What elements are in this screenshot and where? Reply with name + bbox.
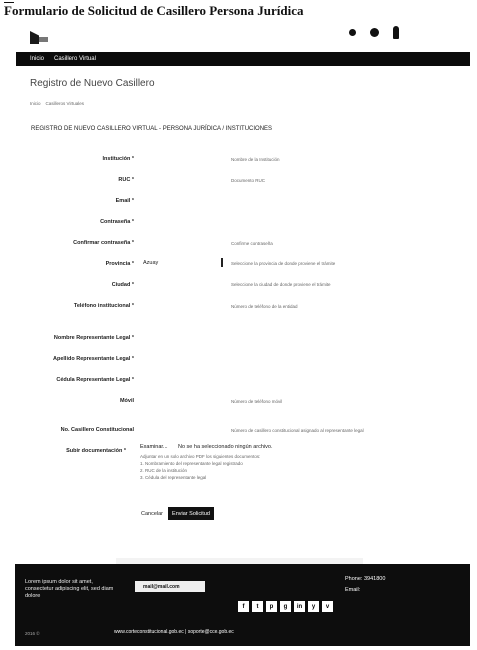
social-links <box>238 601 333 612</box>
casillero-label: No. Casillero Constitucional <box>60 427 134 433</box>
confirmar-input[interactable] <box>140 238 212 247</box>
info-icon[interactable] <box>349 29 356 36</box>
institucion-help: Nombre de la Institución <box>231 157 280 162</box>
confirmar-help: Confirme contraseña <box>231 241 273 246</box>
youtube-icon[interactable]: y <box>308 601 319 612</box>
ciudad-help: Seleccione la ciudad de donde proviene el trámite <box>231 282 331 287</box>
file-note: 2. RUC de la institución <box>140 468 188 473</box>
email-label: Email * <box>115 198 134 204</box>
casillero-help: Número de casillero constitucional asignado al representante legal <box>231 428 364 433</box>
browse-button[interactable]: Examinar... <box>140 444 168 450</box>
confirmar-label: Confirmar contraseña * <box>73 240 134 246</box>
movil-input[interactable] <box>140 396 212 405</box>
cedula-rep-label: Cédula Representante Legal * <box>56 377 134 383</box>
telefono-help: Número de teléfono de la entidad <box>231 304 298 309</box>
footer-email-box[interactable]: mail@mail.com <box>135 581 205 592</box>
nav-item-inicio[interactable]: Inicio <box>30 56 45 62</box>
footer <box>15 564 470 646</box>
provincia-help: Seleccione la provincia de donde proviene el trámite <box>231 261 336 266</box>
institucion-label: Institución * <box>102 156 134 162</box>
telefono-label: Teléfono institucional * <box>73 303 134 309</box>
brand-logo[interactable] <box>30 31 48 44</box>
apellido-rep-label: Apellido Representante Legal * <box>53 356 134 362</box>
file-status: No se ha seleccionado ningún archivo. <box>178 444 273 450</box>
twitter-icon[interactable]: t <box>252 601 263 612</box>
telefono-input[interactable] <box>140 301 212 310</box>
footer-email: Email: <box>345 587 361 593</box>
movil-label: Móvil <box>119 398 134 404</box>
section-title: REGISTRO DE NUEVO CASILLERO VIRTUAL - PERSONA JURÍDICA / INSTITUCIONES <box>31 126 273 132</box>
file-note: 1. Nombramiento del representante legal registrado <box>140 461 243 466</box>
provincia-selected: Azuay <box>143 259 159 266</box>
contrasena-label: Contraseña * <box>100 219 134 225</box>
nav-item-casillero[interactable]: Casillero Virtual <box>54 56 96 62</box>
email-input[interactable] <box>140 196 212 205</box>
ciudad-select[interactable] <box>140 279 215 288</box>
provincia-select[interactable] <box>140 258 215 267</box>
provincia-label: Provincia * <box>105 261 134 267</box>
submit-button[interactable]: Enviar Solicitud <box>168 507 214 520</box>
footer-text: Lorem ipsum dolor sit amet, consectetur adipiscing elit, sed diam dolore <box>25 579 114 599</box>
nombre-rep-input[interactable] <box>140 333 212 342</box>
document-title: Formulario de Solicitud de Casillero Persona Jurídica <box>4 3 304 18</box>
file-note: 3. Cédula del representante legal <box>140 475 207 480</box>
ruc-label: RUC * <box>118 177 134 183</box>
pinterest-icon[interactable]: p <box>266 601 277 612</box>
casillero-input[interactable] <box>140 425 212 434</box>
linkedin-icon[interactable]: in <box>294 601 305 612</box>
documentacion-label: Subir documentación * <box>66 448 126 454</box>
breadcrumb <box>30 101 84 106</box>
nombre-rep-label: Nombre Representante Legal * <box>53 335 134 341</box>
cedula-rep-input[interactable] <box>140 375 212 384</box>
contrasena-input[interactable] <box>140 217 212 226</box>
ciudad-label: Ciudad * <box>111 282 134 288</box>
help-icon[interactable] <box>370 28 379 37</box>
user-icon[interactable] <box>393 26 399 39</box>
facebook-icon[interactable]: f <box>238 601 249 612</box>
top-icons <box>349 26 399 39</box>
googleplus-icon[interactable]: g <box>280 601 291 612</box>
breadcrumb-casilleros[interactable]: Casilleros Virtuales <box>45 101 84 106</box>
main-navbar <box>16 52 470 66</box>
apellido-rep-input[interactable] <box>140 354 212 363</box>
ruc-input[interactable] <box>140 175 212 184</box>
chevron-down-icon[interactable] <box>221 258 223 267</box>
footer-phone: Phone: 3941800 <box>345 576 386 582</box>
breadcrumb-inicio[interactable]: Inicio <box>30 101 41 106</box>
cancel-button[interactable]: Cancelar <box>141 511 164 517</box>
footer-copyright: 2016 © <box>25 631 40 636</box>
institucion-input[interactable] <box>140 154 212 163</box>
movil-help: Número de teléfono móvil <box>231 399 283 404</box>
ruc-help: Documento RUC <box>231 178 266 183</box>
file-note: Adjuntar en un solo archivo PDF los siguientes documentos: <box>140 454 261 459</box>
footer-links[interactable]: www.corteconstitucional.gob.ec | soporte@cce.gob.ec <box>114 629 234 635</box>
vimeo-icon[interactable]: v <box>322 601 333 612</box>
page-title: Registro de Nuevo Casillero <box>30 78 155 89</box>
